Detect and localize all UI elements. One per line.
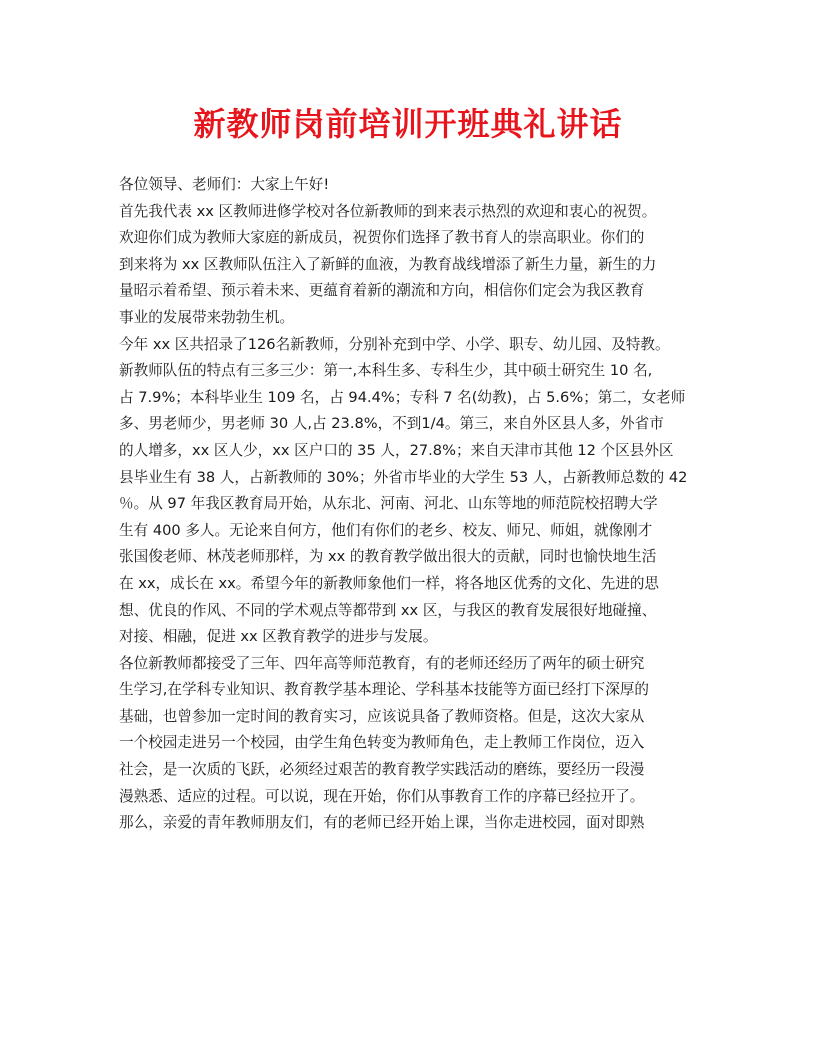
body-line: 在 xx，成长在 xx。希望今年的新教师象他们一样，将各地区优秀的文化、先进的思 [119,574,660,592]
body-line: 今年 xx 区共招录了126名新教师，分别补充到中学、小学、职专、幼儿园、及特教。 [119,335,670,353]
body-line: 占 7.9%；本科毕业生 109 名，占 94.4%；专科 7 名(幼教)，占 5.6%；第二，女老师 [119,388,686,406]
body-line: 新教师队伍的特点有三多三少：第一,本科生多、专科生少，其中硕士研究生 10 名, [119,362,653,380]
body-line: 生学习,在学科专业知识、教育教学基本理论、学科基本技能等方面已经打下深厚的 [119,681,650,699]
body-line: 漫熟悉、适应的过程。可以说，现在开始，你们从事教育工作的序幕已经拉开了。 [119,787,645,805]
body-line: 事业的发展带来勃勃生机。 [119,308,295,326]
body-line: 社会，是一次质的飞跃，必须经过艰苦的教育教学实践活动的磨练，要经历一段漫 [119,761,645,779]
body-line: 各位领导、老师们：大家上午好! [119,176,330,193]
body-line: 基础，也曾参加一定时间的教育实习，应该说具备了教师资格。但是，这次大家从 [119,707,645,725]
body-line: 多、男老师少，男老师 30 人,占 23.8%，不到1/4。第三，来自外区县人多，外省市 [119,415,664,433]
body-line: 各位新教师都接受了三年、四年高等师范教育，有的老师还经历了两年的硕士研究 [119,654,645,672]
body-line: 欢迎你们成为教师大家庭的新成员，祝贺你们选择了教书育人的崇高职业。你们的 [119,229,645,247]
body-line: 一个校园走进另一个校园，由学生角色转变为教师角色，走上教师工作岗位，迈入 [119,734,645,752]
body-line: 到来将为 xx 区教师队伍注入了新鲜的血液，为教育战线增添了新生力量，新生的力 [119,255,657,273]
document-title: 新教师岗前培训开班典礼讲话 [193,105,623,143]
body-line: 想、优良的作风、不同的学术观点等都带到 xx 区，与我区的教育发展很好地碰撞、 [119,601,657,619]
body-line: 的人增多，xx 区人少，xx 区户口的 35 人，27.8%；来自天津市其他 12 个区县外区 [119,441,674,459]
body-line: 首先我代表 xx 区教师进修学校对各位新教师的到来表示热烈的欢迎和衷心的祝贺。 [119,202,657,220]
body-line: 县毕业生有 38 人，占新教师的 30%；外省市毕业的大学生 53 人，占新教师总数的 42 [119,468,688,486]
body-line: 生有 400 多人。无论来自何方，他们有你们的老乡、校友、师兄、师姐，就像刚才 [119,521,653,539]
body-line: 量昭示着希望、预示着未来、更蕴育着新的潮流和方向，相信你们定会为我区教育 [119,282,645,300]
body-line: 那么，亲爱的青年教师朋友们，有的老师已经开始上课，当你走进校园，面对即熟 [119,814,645,832]
body-line: 对接、相融，促进 xx 区教育教学的进步与发展。 [119,628,438,646]
body-line: ％。从 97 年我区教育局开始，从东北、河南、河北、山东等地的师范院校招聘大学 [119,495,658,513]
body-line: 张国俊老师、林茂老师那样，为 xx 的教育教学做出很大的贡献，同时也愉快地生活 [119,548,657,566]
document-body [119,172,711,837]
